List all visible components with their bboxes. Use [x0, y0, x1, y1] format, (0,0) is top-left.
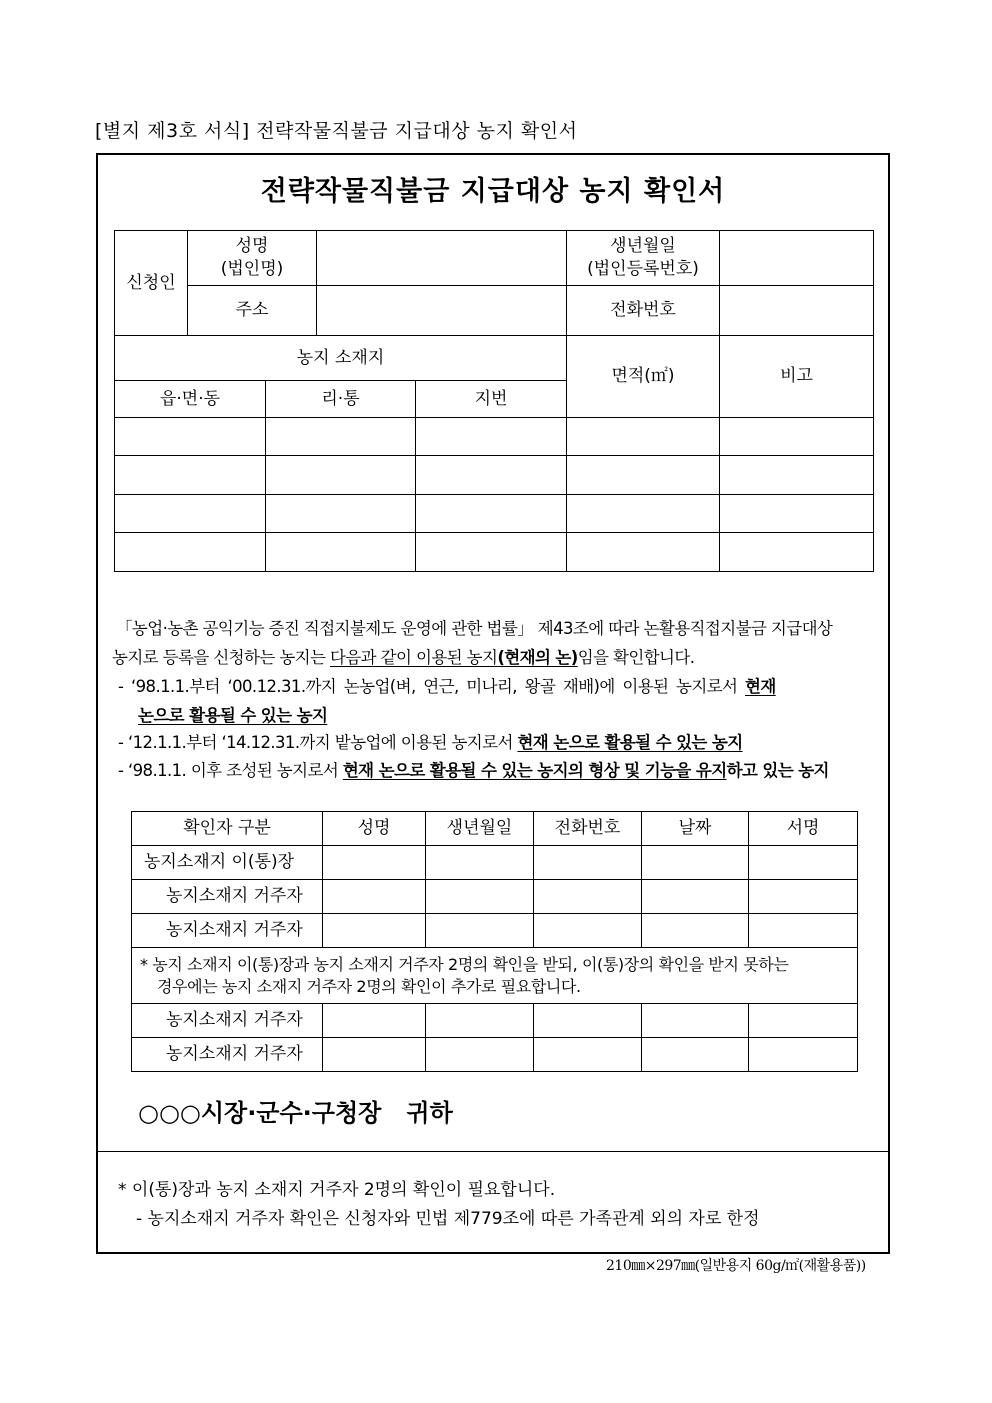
eup-field[interactable]: [115, 418, 266, 456]
eup-field[interactable]: [115, 495, 266, 533]
text: 현재 논으로 활용될 수 있는 농지의 형상 및 기능을 유지: [342, 761, 727, 780]
corp-name-text: (법인명): [220, 259, 284, 279]
birth-field[interactable]: [720, 231, 874, 286]
corp-reg-text: (법인등록번호): [587, 259, 699, 279]
farmland-row: [115, 495, 874, 533]
text: - ‘12.1.1.부터 ‘14.12.31.까지 밭농업에 이용된 농지로서: [118, 733, 518, 752]
text: 다음과 같이 이용된 농지: [330, 648, 498, 667]
col-header: 날짜: [642, 812, 749, 846]
ri-field[interactable]: [266, 495, 416, 533]
confirmer-type: 농지소재지 거주자: [132, 880, 323, 914]
confirmer-row: [132, 1038, 858, 1072]
form-title: 전략작물직불금 지급대상 농지 확인서: [260, 176, 726, 207]
confirmer-row: [132, 914, 858, 948]
text: 현재: [745, 677, 776, 696]
area-field[interactable]: [567, 418, 720, 456]
text: - ‘98.1.1.부터 ‘00.12.31.까지 논농업(벼, 연근, 미나리, 왕골 재배)에 이용된 농지로서: [118, 677, 746, 696]
address-label: 주소: [188, 286, 317, 336]
name-field[interactable]: [317, 231, 567, 286]
confirmer-row: [132, 846, 858, 880]
cell[interactable]: [426, 1004, 534, 1038]
bullet-2: [118, 729, 743, 753]
birth-label: [567, 231, 720, 286]
ri-field[interactable]: [266, 456, 416, 495]
bullet-3: [118, 757, 829, 781]
ri-label: 리·통: [266, 381, 416, 418]
col-header: 서명: [749, 812, 858, 846]
remarks-field[interactable]: [720, 418, 874, 456]
confirmer-row: [132, 1004, 858, 1038]
para-line-1: 「농업·농촌 공익기능 증진 직접지불제도 운영에 관한 법률」 제43조에 따라 논활용직접지불금 지급대상: [116, 619, 833, 638]
confirmer-table: [131, 811, 858, 1072]
farmland-row: [115, 533, 874, 572]
cell[interactable]: [534, 914, 642, 948]
lot-label: 지번: [416, 381, 567, 418]
cell[interactable]: [749, 846, 858, 880]
area-field[interactable]: [567, 456, 720, 495]
cell[interactable]: [749, 914, 858, 948]
confirmer-type: 농지소재지 거주자: [132, 1038, 323, 1072]
cell[interactable]: [323, 880, 426, 914]
text: 현재 논으로 활용될 수 있는 농지: [517, 733, 743, 752]
bullet-1-cont: 논으로 활용될 수 있는 농지: [138, 706, 328, 725]
note-line-2: 경우에는 농지 소재지 거주자 2명의 확인이 추가로 필요합니다.: [157, 976, 581, 996]
area-field[interactable]: [567, 533, 720, 572]
remarks-label: 비고: [720, 336, 874, 418]
note-line-1: * 농지 소재지 이(통)장과 농지 소재지 거주자 2명의 확인을 받되, 이(통)장의 확인을 받지 못하는: [140, 954, 789, 974]
lot-field[interactable]: [416, 495, 567, 533]
col-header: 성명: [323, 812, 426, 846]
addressee: ○○○시장·군수·구청장 귀하: [138, 1099, 453, 1127]
text: 농지로 등록을 신청하는 농지는: [112, 648, 330, 667]
paper-spec: 210㎜×297㎜(일반용지 60g/㎡(재활용품)): [606, 1258, 866, 1274]
col-header: 생년월일: [426, 812, 534, 846]
lot-field[interactable]: [416, 418, 567, 456]
farmland-row: [115, 418, 874, 456]
name-label: [188, 231, 317, 286]
ri-field[interactable]: [266, 418, 416, 456]
footnote-2: - 농지소재지 거주자 확인은 신청자와 민법 제779조에 따른 가족관계 외의 자로 한정: [136, 1209, 760, 1229]
confirmer-type: 농지소재지 이(통)장: [132, 846, 323, 880]
cell[interactable]: [323, 846, 426, 880]
farmland-row: [115, 456, 874, 495]
lot-field[interactable]: [416, 456, 567, 495]
form-header: [별지 제3호 서식] 전략작물직불금 지급대상 농지 확인서: [95, 120, 578, 142]
text: (현재의 논): [497, 648, 578, 667]
phone-label: 전화번호: [567, 286, 720, 336]
cell[interactable]: [426, 914, 534, 948]
bullet-1: [118, 673, 776, 697]
col-header: 확인자 구분: [132, 812, 323, 846]
divider: [98, 1151, 888, 1152]
phone-field[interactable]: [720, 286, 874, 336]
text: 하고 있는 농지: [726, 761, 829, 780]
applicant-label: 신청인: [115, 231, 188, 336]
area-label: 면적(㎡): [567, 336, 720, 418]
area-field[interactable]: [567, 495, 720, 533]
address-field[interactable]: [317, 286, 567, 336]
cell[interactable]: [534, 1004, 642, 1038]
cell[interactable]: [323, 1038, 426, 1072]
cell[interactable]: [534, 846, 642, 880]
birth-text: 생년월일: [610, 236, 676, 257]
cell[interactable]: [642, 880, 749, 914]
cell[interactable]: [642, 1004, 749, 1038]
applicant-table: [114, 230, 874, 572]
confirmer-type: 농지소재지 거주자: [132, 914, 323, 948]
footnote-1: * 이(통)장과 농지 소재지 거주자 2명의 확인이 필요합니다.: [118, 1180, 556, 1200]
cell[interactable]: [642, 846, 749, 880]
col-header: 전화번호: [534, 812, 642, 846]
confirmer-type: 농지소재지 거주자: [132, 1004, 323, 1038]
text: - ‘98.1.1. 이후 조성된 농지로서: [118, 761, 343, 780]
cell[interactable]: [642, 914, 749, 948]
lot-field[interactable]: [416, 533, 567, 572]
cell[interactable]: [749, 880, 858, 914]
cell[interactable]: [749, 1004, 858, 1038]
cell[interactable]: [426, 846, 534, 880]
cell[interactable]: [323, 1004, 426, 1038]
cell[interactable]: [426, 1038, 534, 1072]
remarks-field[interactable]: [720, 456, 874, 495]
cell[interactable]: [642, 1038, 749, 1072]
eup-field[interactable]: [115, 533, 266, 572]
cell[interactable]: [534, 1038, 642, 1072]
eup-label: 읍·면·동: [115, 381, 266, 418]
cell[interactable]: [534, 880, 642, 914]
cell[interactable]: [323, 914, 426, 948]
ri-field[interactable]: [266, 533, 416, 572]
text: 임을 확인합니다.: [577, 648, 695, 667]
name-text: 성명: [235, 236, 269, 257]
para-line-2: [112, 644, 694, 668]
eup-field[interactable]: [115, 456, 266, 495]
confirmer-row: [132, 880, 858, 914]
cell[interactable]: [749, 1038, 858, 1072]
remarks-field[interactable]: [720, 533, 874, 572]
form-box: [96, 153, 890, 1254]
remarks-field[interactable]: [720, 495, 874, 533]
cell[interactable]: [426, 880, 534, 914]
confirm-note: [132, 948, 858, 1004]
location-label: 농지 소재지: [115, 336, 567, 381]
